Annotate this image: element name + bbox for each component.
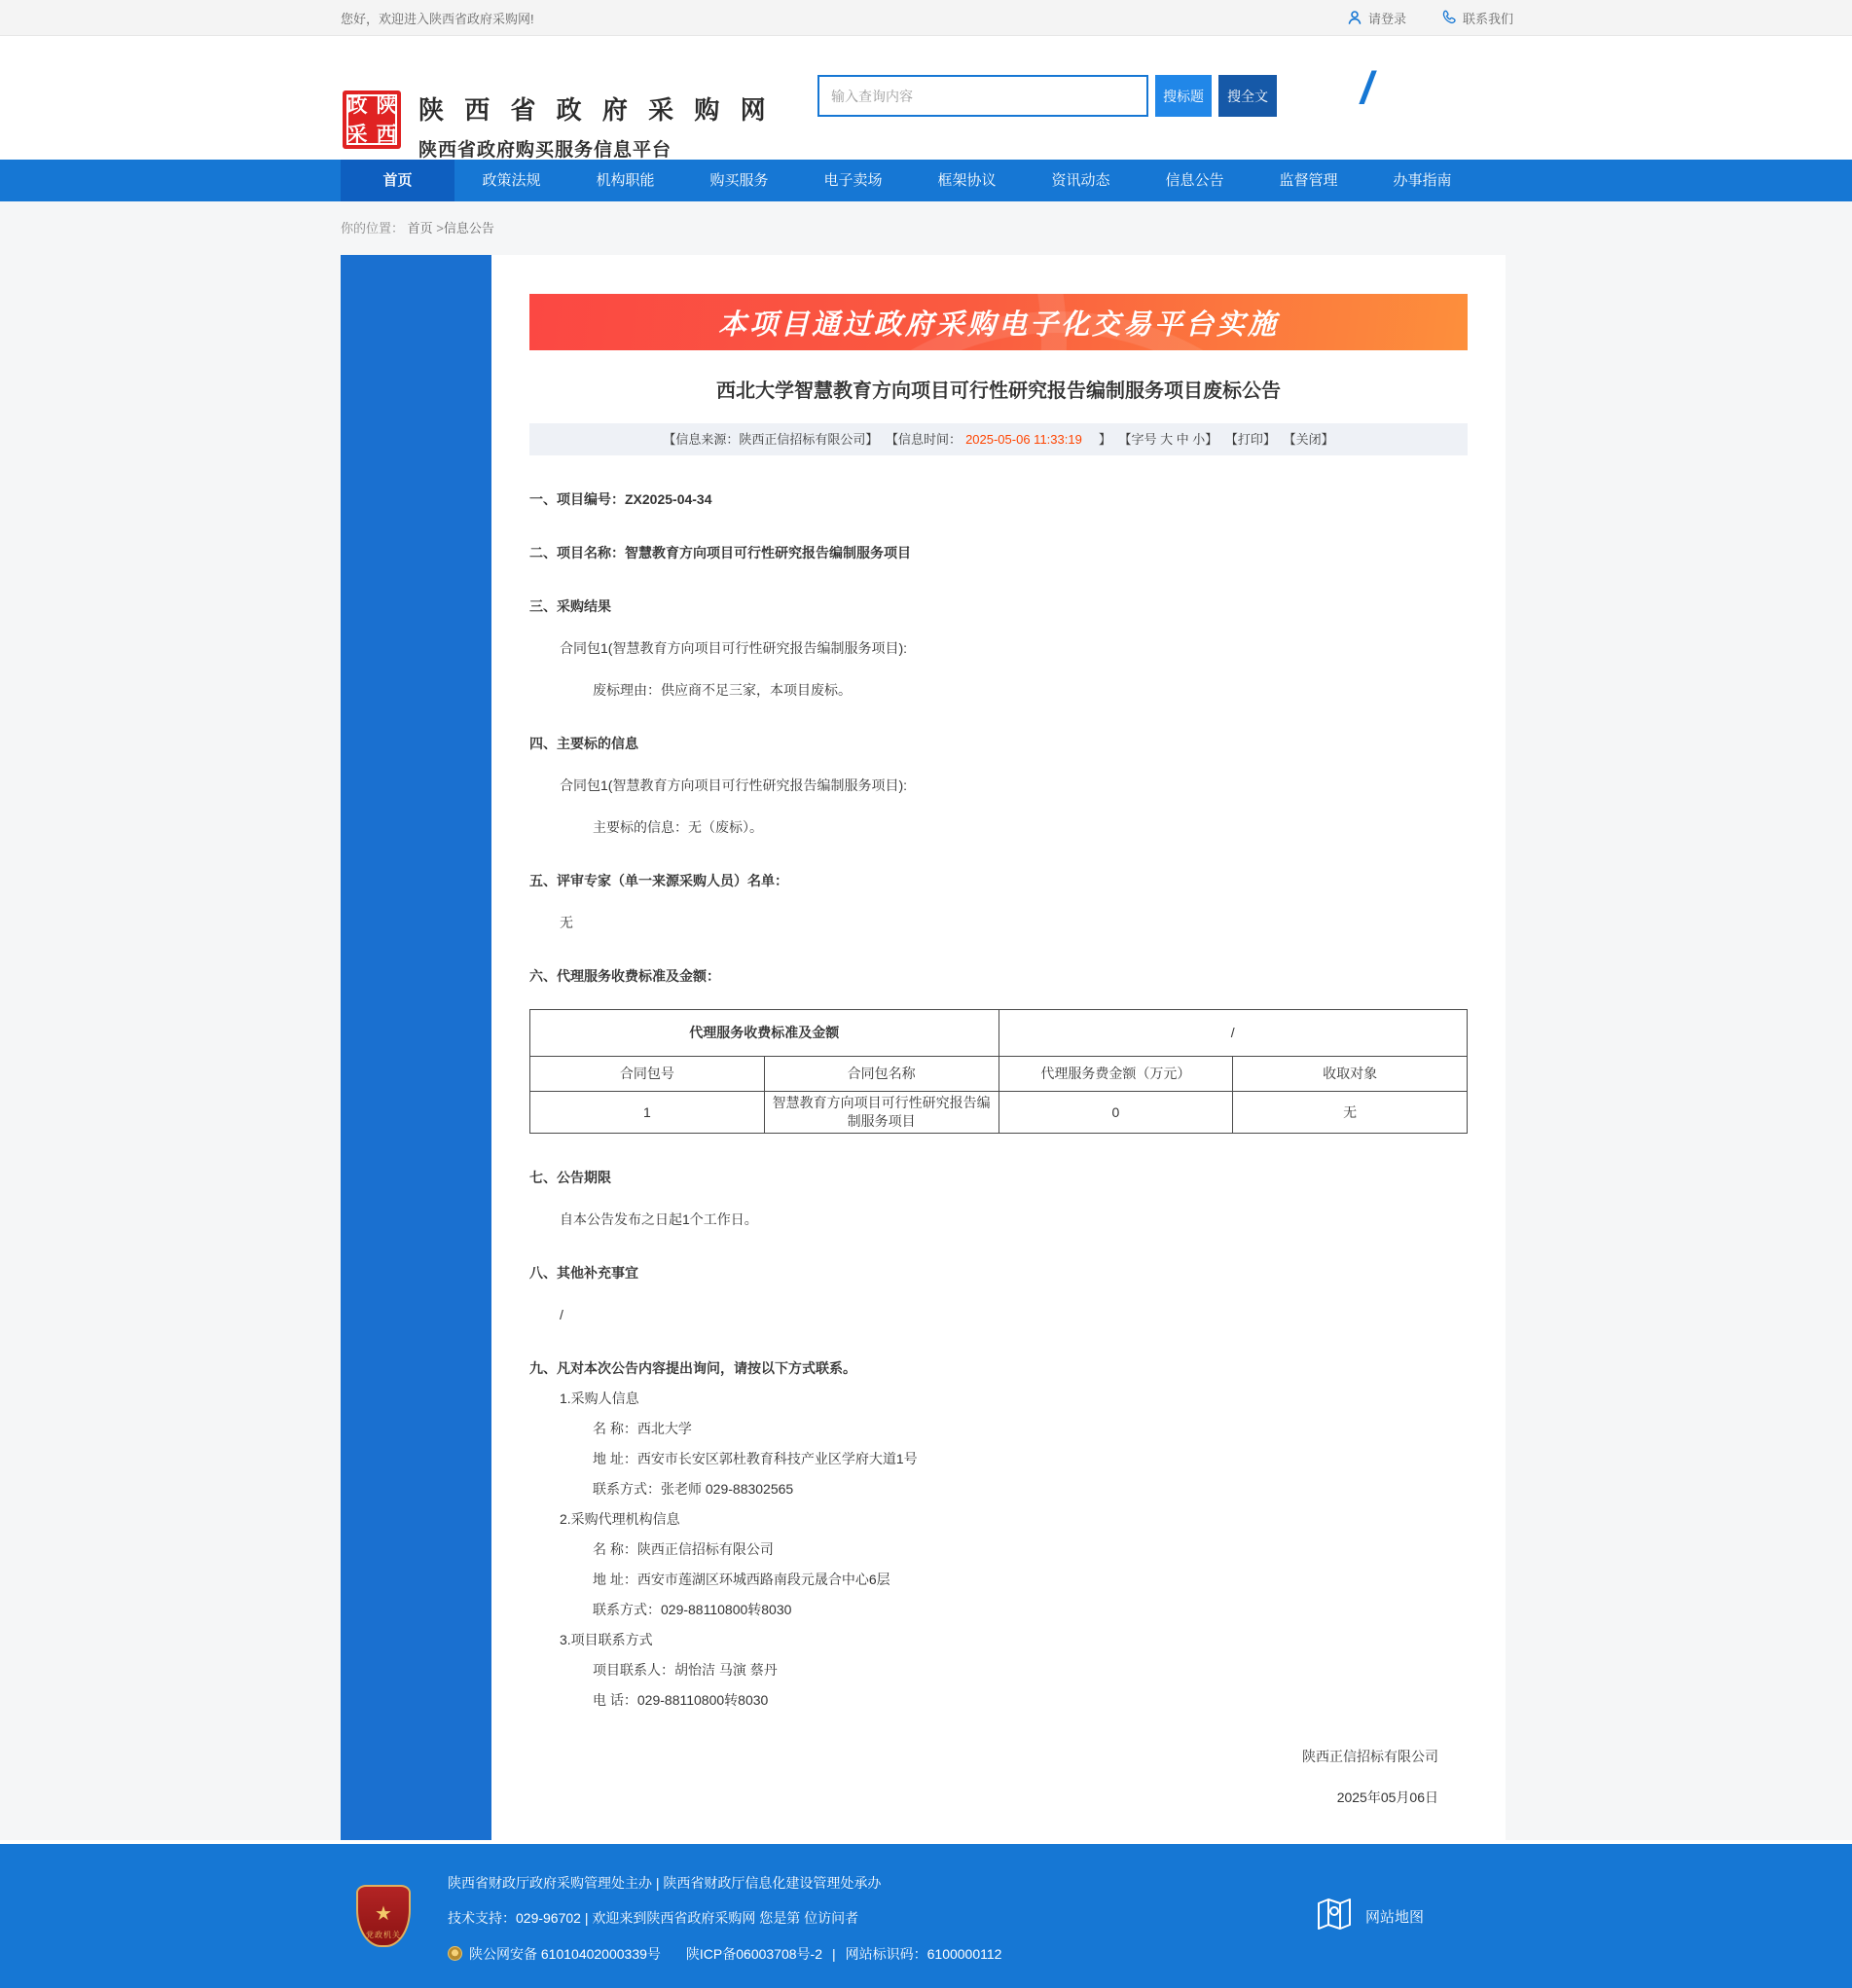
table-col-header: 收取对象: [1233, 1057, 1468, 1092]
login-link[interactable]: 请登录: [1347, 9, 1406, 27]
icp-link[interactable]: 陕ICP备06003708号-2: [685, 1945, 822, 1962]
doc-line: 六、代理服务收费标准及金额：: [529, 968, 720, 984]
doc-line: 合同包1(智慧教育方向项目可行性研究报告编制服务项目):: [560, 777, 907, 793]
search-bar: [817, 75, 1277, 117]
user-icon: [1347, 10, 1362, 25]
print-button[interactable]: 【打印】: [1224, 432, 1276, 447]
nav-item-policies[interactable]: 政策法规: [482, 172, 541, 189]
meta-time-label: 【信息时间：: [886, 432, 962, 447]
table-col-header: 代理服务费金额（万元）: [999, 1057, 1233, 1092]
signature-date: 2025年05月06日: [1336, 1789, 1438, 1805]
close-button[interactable]: 【关闭】: [1283, 432, 1334, 447]
site-header: [0, 36, 1852, 160]
table-cell: 1: [530, 1092, 765, 1134]
table-row: [530, 1092, 1468, 1134]
table-merged-header-right: /: [999, 1010, 1468, 1057]
doc-line: 地 址：西安市长安区郭杜教育科技产业区学府大道1号: [593, 1451, 918, 1466]
meta-bar: 【信息来源：陕西正信招标有限公司】 【信息时间： 2025-05-06 11:33:19 】 【字号 大 中 小】 【打印】 【关闭】: [529, 423, 1468, 455]
phone-icon: [1441, 10, 1457, 25]
breadcrumb: 你的位置： 首页 >信息公告: [341, 221, 494, 235]
left-blue-strip: [341, 255, 491, 1840]
beian-link[interactable]: 陕公网安备 61010402000339号: [469, 1945, 661, 1962]
doc-line: 三、采购结果: [529, 598, 611, 614]
footer-line-support: 技术支持：029-96702 | 欢迎来到陕西省政府采购网 您是第 位访问者: [448, 1910, 859, 1926]
doc-line: 2.采购代理机构信息: [560, 1511, 680, 1527]
nav-item-guide[interactable]: 办事指南: [1393, 172, 1452, 189]
footer-line-registration: 陕公网安备 61010402000339号 陕ICP备06003708号-2 | 网站标识码：6100000112: [448, 1946, 1001, 1961]
nav-item-announcements[interactable]: 信息公告: [1165, 172, 1224, 189]
police-badge-icon: [448, 1946, 462, 1961]
doc-line: 废标理由：供应商不足三家，本项目废标。: [593, 682, 852, 698]
doc-line: 地 址：西安市莲湖区环城西路南段元晟合中心6层: [593, 1572, 890, 1587]
announcement-body: [529, 490, 1468, 1710]
agency-fee-table: [529, 1009, 1468, 1134]
emblem-label: 党政机关: [366, 1931, 401, 1939]
site-title: 陕 西 省 政 府 采 购 网: [418, 95, 773, 125]
table-cell: 智慧教育方向项目可行性研究报告编制服务项目: [764, 1092, 999, 1134]
doc-line: 项目联系人：胡怡洁 马演 蔡丹: [593, 1662, 778, 1678]
site-logo: 政 陕 采 西: [343, 90, 401, 149]
signature-company: 陕西正信招标有限公司: [1302, 1749, 1438, 1764]
government-emblem: ★ 党政机关: [356, 1885, 411, 1947]
nav-item-supervision[interactable]: 监督管理: [1279, 172, 1338, 189]
table-col-header: 合同包名称: [764, 1057, 999, 1092]
announcement-title: 西北大学智慧教育方向项目可行性研究报告编制服务项目废标公告: [716, 380, 1281, 402]
doc-line: 1.采购人信息: [560, 1391, 639, 1406]
decorative-slash: /: [1361, 62, 1373, 113]
doc-line: 联系方式：张老师 029-88302565: [593, 1481, 794, 1497]
doc-line: 二、项目名称：智慧教育方向项目可行性研究报告编制服务项目: [529, 545, 911, 560]
doc-line: 四、主要标的信息: [529, 736, 638, 751]
doc-line: 联系方式：029-88110800转8030: [593, 1602, 792, 1617]
doc-line: 自本公告发布之日起1个工作日。: [560, 1211, 758, 1227]
search-title-button[interactable]: 搜标题: [1155, 75, 1212, 117]
doc-line: 名 称：陕西正信招标有限公司: [593, 1541, 774, 1557]
table-col-header: 合同包号: [530, 1057, 765, 1092]
site-code: 网站标识码：6100000112: [845, 1945, 1002, 1962]
signature-block: [529, 1747, 1468, 1807]
doc-line: /: [560, 1307, 563, 1322]
doc-line: 八、其他补充事宜: [529, 1265, 638, 1281]
site-subtitle: 陕西省政府购买服务信息平台: [418, 140, 672, 161]
main-area: [0, 201, 1852, 1840]
doc-line: 合同包1(智慧教育方向项目可行性研究报告编制服务项目):: [560, 640, 907, 656]
doc-line: 无: [560, 915, 573, 930]
doc-line: 3.项目联系方式: [560, 1632, 653, 1647]
search-input[interactable]: [817, 75, 1148, 117]
nav-item-framework[interactable]: 框架协议: [937, 172, 997, 189]
doc-line: 七、公告期限: [529, 1170, 611, 1185]
font-size-controls[interactable]: 【字号 大 中 小】: [1118, 432, 1218, 447]
topbar: [0, 0, 1852, 36]
nav-item-home[interactable]: 首页: [341, 160, 454, 201]
table-merged-header-left: 代理服务收费标准及金额: [530, 1010, 999, 1057]
main-nav: [0, 160, 1852, 201]
sitemap-icon: [1315, 1895, 1354, 1938]
banner-text: 本项目通过政府采购电子化交易平台实施: [717, 308, 1279, 341]
nav-item-news[interactable]: 资讯动态: [1051, 172, 1110, 189]
meta-time-value: 2025-05-06 11:33:19: [965, 432, 1082, 447]
welcome-text: 您好，欢迎进入陕西省政府采购网!: [341, 11, 534, 26]
doc-line: 九、凡对本次公告内容提出询问，请按以下方式联系。: [529, 1360, 856, 1376]
platform-banner: [529, 294, 1468, 350]
doc-line: 一、项目编号：ZX2025-04-34: [529, 491, 712, 507]
footer-line-organizers: 陕西省财政厅政府采购管理处主办 | 陕西省财政厅信息化建设管理处承办: [448, 1875, 882, 1891]
breadcrumb-current-link[interactable]: 信息公告: [443, 221, 494, 235]
doc-line: 主要标的信息：无（废标）。: [593, 819, 763, 835]
table-cell: 0: [999, 1092, 1233, 1134]
nav-item-functions[interactable]: 机构职能: [596, 172, 655, 189]
announcement-panel: [491, 255, 1506, 1840]
sitemap-link[interactable]: 网站地图: [1315, 1895, 1424, 1938]
breadcrumb-home-link[interactable]: 首页: [407, 221, 433, 235]
doc-line: 名 称：西北大学: [593, 1421, 692, 1436]
search-fulltext-button[interactable]: 搜全文: [1218, 75, 1277, 117]
nav-item-e-mall[interactable]: 电子卖场: [823, 172, 883, 189]
contact-link[interactable]: 联系我们: [1441, 9, 1513, 27]
table-cell: 无: [1233, 1092, 1468, 1134]
meta-source: 【信息来源：陕西正信招标有限公司】: [663, 432, 879, 447]
nav-item-purchase-services[interactable]: 购买服务: [709, 172, 769, 189]
doc-line: 五、评审专家（单一来源采购人员）名单：: [529, 873, 788, 888]
doc-line: 电 话：029-88110800转8030: [593, 1692, 769, 1708]
site-footer: [0, 1844, 1852, 1988]
